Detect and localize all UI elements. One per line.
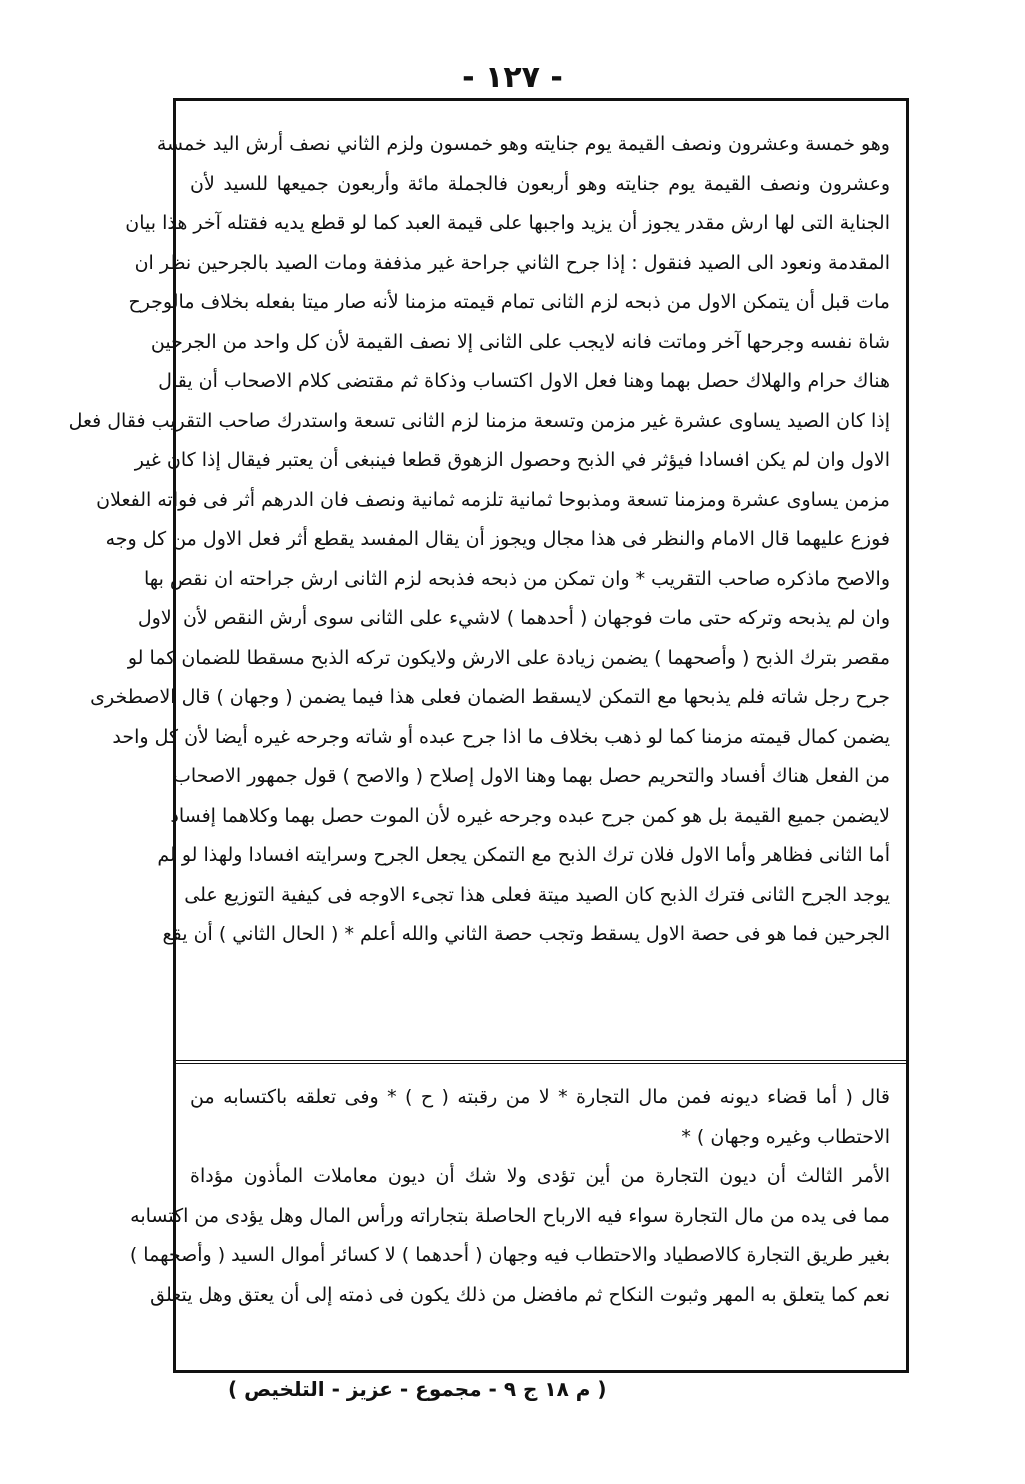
text-line: الاحتطاب وغيره وجهان ) * [681, 1125, 890, 1148]
text-line: بغير طريق التجارة كالاصطياد والاحتطاب فيه وجهان ( أحدهما ) لا كسائر أموال السيد ( وأصحهما ) [129, 1244, 890, 1266]
text-line: شاة نفسه وجرحها آخر وماتت فانه لايجب على الثانى إلا نصف القيمة لأن كل واحد من الجرحين [150, 330, 890, 353]
text-line: هناك حرام والهلاك حصل بهما وهنا فعل الاول اكتساب وذكاة ثم مقتضى كلام الاصحاب أن يقال [158, 370, 890, 392]
text-line: المقدمة ونعود الى الصيد فنقول : إذا جرح الثاني جراحة غير مذففة ومات الصيد بالجرحين نظر ان [134, 251, 890, 274]
text-line: وان لم يذبحه وتركه حتى مات فوجهان ( أحدهما ) لاشيء على الثانى سوى أرش النقص لأن الاول [137, 607, 890, 629]
text-line: قال ( أما قضاء ديونه فمن مال التجارة * لا من رقبته ( ح ) * وفى تعلقه باكتسابه من [190, 1086, 890, 1108]
text-line: نعم كما يتعلق به المهر وثبوت النكاح ثم مافضل من ذلك يكون فى ذمته إلى أن يعتق وهل يتعلق [150, 1283, 890, 1306]
lower-text-block [129, 1078, 890, 1315]
text-line: مزمن يساوى عشرة ومزمنا تسعة ومذبوحا ثمانية تلزمه ثمانية ونصف فان الدرهم أثر فى فواته الفعلان [96, 488, 890, 511]
text-line: الاول وان لم يكن افسادا فيؤثر في الذبح وحصول الزهوق قطعا فينبغى أن يعتبر فيقال إذا كان غير [134, 449, 890, 471]
text-line: الجناية التى لها ارش مقدر يجوز أن يزيد واجبها على قيمة العبد كما لو قطع يديه فقتله آخر هذا بيان [125, 212, 890, 234]
text-line: يضمن كمال قيمته مزمنا كما لو ذهب بخلاف ما اذا جرح عبده أو شاته وجرحه غيره أيضا لأن كل واحد [112, 725, 890, 748]
page-number: - ١٢٧ - [462, 60, 563, 95]
footer-signature: ( م ١٨ ج ٩ - مجموع - عزيز - التلخيص ) [228, 1377, 607, 1401]
text-line: لايضمن جميع القيمة بل هو كمن جرح عبده وجرحه غيره لأن الموت حصل بهما وكلاهما إفساد [170, 804, 890, 827]
text-line: جرح رجل شاته فلم يذبحها مع التمكن لايسقط الضمان فعلى هذا فيما يضمن ( وجهان ) قال الاصطخرى [90, 686, 890, 708]
text-line: الأمر الثالث أن ديون التجارة من أين تؤدى ولا شك أن ديون معاملات المأذون مؤداة [190, 1165, 890, 1187]
text-line: الجرحين فما هو فى حصة الاول يسقط وتجب حصة الثاني والله أعلم * ( الحال الثاني ) أن يقع [162, 923, 890, 945]
text-line: أما الثانى فظاهر وأما الاول فلان ترك الذبح مع التمكن يجعل الجرح وسرايته افسادا ولهذا لو لم [157, 844, 890, 866]
section-divider [176, 1060, 906, 1064]
text-line: من الفعل هناك أفساد والتحريم حصل بهما وهنا الاول إصلاح ( والاصح ) قول جمهور الاصحاب [172, 765, 890, 787]
text-line: والاصح ماذكره صاحب التقريب * وان تمكن من ذبحه فذبحه لزم الثانى ارش جراحته ان نقص بها [144, 567, 890, 590]
text-line: وعشرون ونصف القيمة يوم جنايته وهو أربعون فالجملة مائة وأربعون جميعها للسيد لأن [190, 172, 890, 195]
upper-text-block [68, 125, 890, 955]
text-line: فوزع عليهما قال الامام والنظر فى هذا مجال ويجوز أن يقال المفسد يقطع أثر فعل الاول من كل وجه [105, 528, 890, 550]
text-line: إذا كان الصيد يساوى عشرة غير مزمن وتسعة مزمنا لزم الثانى تسعة واستدرك صاحب التقريب فقال فعل [68, 409, 890, 432]
text-line: مما فى يده من مال التجارة سواء فيه الارباح الحاصلة بتجاراته ورأس المال وهل يؤدى من اكتسابه [130, 1204, 890, 1227]
text-line: مقصر بترك الذبح ( وأصحهما ) يضمن زيادة على الارش ولايكون تركه الذبح مسقطا للضمان كما لو [127, 646, 890, 669]
text-line: يوجد الجرح الثانى فترك الذبح كان الصيد ميتة فعلى هذا تجىء الاوجه فى كيفية التوزيع على [184, 883, 890, 906]
text-line: وهو خمسة وعشرون ونصف القيمة يوم جنايته وهو خمسون ولزم الثاني نصف أرش اليد خمسة [156, 133, 890, 155]
text-line: مات قبل أن يتمكن الاول من ذبحه لزم الثانى تمام قيمته مزمنا لأنه صار ميتا بفعله بخلاف مالوجرح [128, 291, 890, 313]
